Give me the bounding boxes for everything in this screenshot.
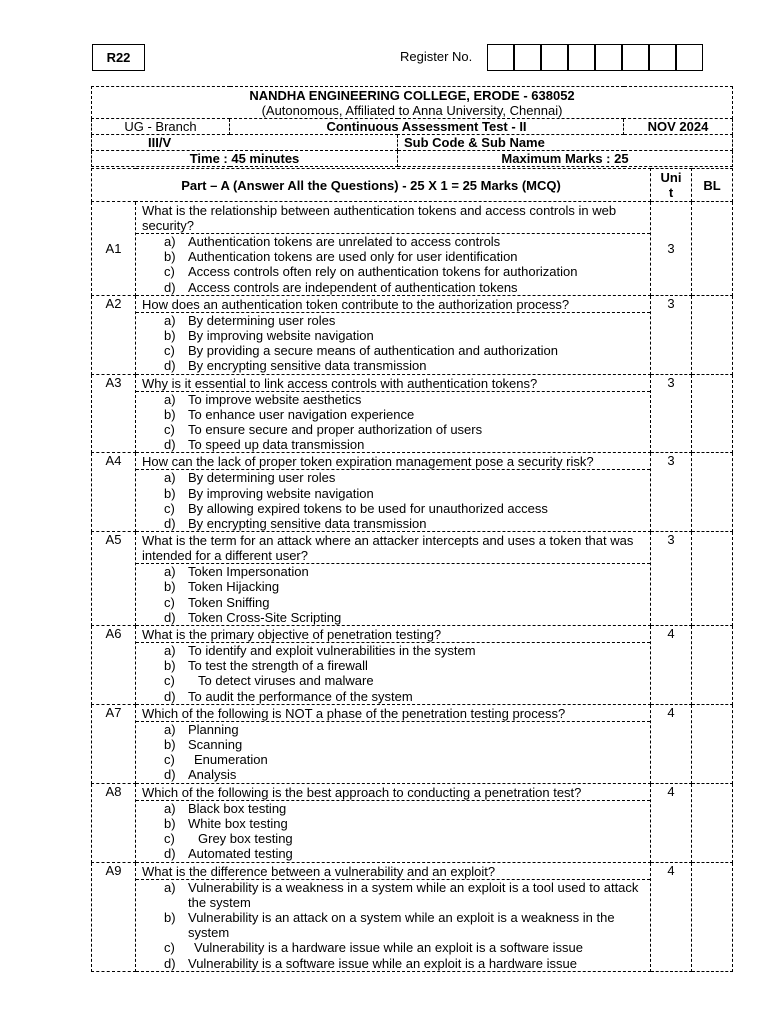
answer-option [164, 956, 644, 971]
answer-option [164, 940, 644, 955]
option-text: Authentication tokens are unrelated to access controls [188, 234, 501, 249]
option-letter: b) [164, 328, 176, 344]
question-text: What is the primary objective of penetration testing? [136, 626, 650, 643]
option-letter: d) [164, 846, 176, 862]
option-text: Token Hijacking [188, 579, 280, 595]
option-letter: a) [164, 470, 176, 486]
option-letter: a) [164, 564, 176, 580]
option-letter: a) [164, 800, 176, 816]
bloom-level-cell [692, 783, 733, 862]
option-letter: b) [164, 485, 176, 501]
option-letter: b) [164, 249, 176, 265]
answer-options [136, 564, 650, 625]
exam-session: NOV 2024 [624, 119, 733, 135]
unit-value: 4 [651, 862, 692, 971]
option-text: Access controls often rely on authentication tokens for authorization [188, 264, 578, 280]
option-text: To identify and exploit vulnerabilities in the system [188, 643, 476, 659]
answer-options [136, 801, 650, 862]
bloom-level-cell [692, 862, 733, 971]
answer-option [164, 280, 644, 295]
option-letter: c) [164, 264, 175, 280]
answer-option [164, 673, 644, 688]
option-text: By encrypting sensitive data transmission [188, 358, 427, 374]
answer-options [136, 234, 650, 295]
answer-option [164, 689, 644, 704]
option-text: By providing a secure means of authentication and authorization [188, 343, 559, 359]
answer-option [164, 752, 644, 767]
option-text: By improving website navigation [188, 485, 374, 501]
option-text: Vulnerability is a weakness in a system while an exploit is a tool used to attack the system [188, 879, 639, 910]
question-row [92, 374, 733, 453]
option-text: Automated testing [188, 846, 293, 862]
answer-option [164, 643, 644, 658]
answer-option [164, 816, 644, 831]
option-text: Access controls are independent of authentication tokens [188, 279, 518, 295]
answer-option [164, 737, 644, 752]
answer-option [164, 234, 644, 249]
unit-value: 3 [651, 202, 692, 296]
bloom-level-cell [692, 532, 733, 626]
exam-name: Continuous Assessment Test - II [230, 119, 624, 135]
option-letter: a) [164, 643, 176, 659]
answer-option [164, 407, 644, 422]
option-letter: d) [164, 767, 176, 783]
unit-column-header: Uni t [651, 169, 692, 202]
answer-option [164, 501, 644, 516]
question-text: How does an authentication token contribute to the authorization process? [136, 296, 650, 313]
question-text: Why is it essential to link access controls with authentication tokens? [136, 375, 650, 392]
option-text: By allowing expired tokens to be used for unauthorized access [188, 500, 548, 516]
option-text: Analysis [188, 767, 237, 783]
answer-options [136, 643, 650, 704]
option-text: By determining user roles [188, 312, 336, 328]
option-letter: b) [164, 658, 176, 674]
option-letter: b) [164, 815, 176, 831]
unit-value: 4 [651, 704, 692, 783]
question-text: Which of the following is NOT a phase of the penetration testing process? [136, 705, 650, 722]
answer-option [164, 343, 644, 358]
option-letter: b) [164, 579, 176, 595]
answer-option [164, 392, 644, 407]
question-number: A5 [92, 532, 136, 626]
answer-option [164, 722, 644, 737]
question-number: A6 [92, 626, 136, 705]
answer-option [164, 610, 644, 625]
question-text: What is the relationship between authentication tokens and access controls in web security? [136, 202, 650, 234]
option-letter: a) [164, 391, 176, 407]
option-text: By improving website navigation [188, 328, 374, 344]
question-number: A2 [92, 295, 136, 374]
question-number: A3 [92, 374, 136, 453]
option-letter: b) [164, 737, 176, 753]
bloom-level-cell [692, 626, 733, 705]
option-text: Grey box testing [198, 831, 293, 847]
answer-option [164, 880, 644, 910]
question-number: A7 [92, 704, 136, 783]
question-row [92, 453, 733, 532]
answer-option [164, 595, 644, 610]
exam-duration: Time : 45 minutes [92, 151, 398, 167]
answer-option [164, 564, 644, 579]
option-letter: d) [164, 358, 176, 374]
answer-option [164, 437, 644, 452]
option-text: By determining user roles [188, 470, 336, 486]
question-text: Which of the following is the best approach to conducting a penetration test? [136, 784, 650, 801]
answer-option [164, 831, 644, 846]
sub-code-label: Sub Code & Sub Name [398, 135, 733, 151]
option-text: Token Sniffing [188, 594, 270, 610]
answer-option [164, 249, 644, 264]
bl-column-header: BL [692, 169, 733, 202]
questions-table [91, 168, 733, 972]
option-letter: a) [164, 312, 176, 328]
college-name: NANDHA ENGINEERING COLLEGE, ERODE - 638052 [249, 88, 575, 103]
bloom-level-cell [692, 704, 733, 783]
question-row [92, 202, 733, 296]
option-text: Enumeration [194, 752, 268, 768]
answer-option [164, 313, 644, 328]
option-letter: b) [164, 406, 176, 422]
option-text: Vulnerability is a software issue while an exploit is a hardware issue [188, 955, 577, 971]
answer-options [136, 880, 650, 971]
option-text: To speed up data transmission [188, 437, 365, 453]
option-letter: c) [164, 673, 175, 689]
option-text: To test the strength of a firewall [188, 658, 368, 674]
answer-option [164, 658, 644, 673]
option-letter: c) [164, 831, 175, 847]
option-letter: c) [164, 940, 175, 956]
option-text: Authentication tokens are used only for user identification [188, 249, 518, 265]
question-row [92, 862, 733, 971]
question-row [92, 704, 733, 783]
option-letter: c) [164, 343, 175, 359]
answer-option [164, 470, 644, 485]
answer-option [164, 846, 644, 861]
question-row [92, 626, 733, 705]
answer-option [164, 358, 644, 373]
answer-option [164, 801, 644, 816]
option-text: Token Cross-Site Scripting [188, 609, 342, 625]
question-number: A9 [92, 862, 136, 971]
option-letter: d) [164, 955, 176, 971]
answer-option [164, 422, 644, 437]
option-text: White box testing [188, 815, 288, 831]
bloom-level-cell [692, 295, 733, 374]
option-letter: d) [164, 609, 176, 625]
option-letter: a) [164, 879, 176, 895]
bloom-level-cell [692, 202, 733, 296]
exam-header-table [91, 86, 733, 167]
option-text: Black box testing [188, 800, 287, 816]
option-text: To improve website aesthetics [188, 391, 362, 407]
option-text: Vulnerability is an attack on a system while an exploit is a weakness in the system [188, 909, 615, 941]
option-letter: c) [164, 500, 175, 516]
question-row [92, 532, 733, 626]
question-text: How can the lack of proper token expiration management pose a security risk? [136, 453, 650, 470]
option-letter: d) [164, 279, 176, 295]
option-letter: c) [164, 594, 175, 610]
answer-option [164, 910, 644, 940]
unit-value: 4 [651, 783, 692, 862]
unit-value: 3 [651, 295, 692, 374]
option-letter: a) [164, 234, 176, 249]
question-row [92, 783, 733, 862]
answer-options [136, 313, 650, 374]
bloom-level-cell [692, 374, 733, 453]
option-text: To audit the performance of the system [188, 688, 413, 704]
unit-value: 4 [651, 626, 692, 705]
option-letter: b) [164, 909, 176, 925]
maximum-marks: Maximum Marks : 25 [398, 151, 733, 167]
option-letter: d) [164, 437, 176, 453]
answer-options [136, 470, 650, 531]
option-letter: c) [164, 422, 175, 438]
option-letter: c) [164, 752, 175, 768]
question-text: What is the difference between a vulnerability and an exploit? [136, 863, 650, 880]
question-number: A1 [92, 202, 136, 296]
question-number: A4 [92, 453, 136, 532]
option-text: Planning [188, 721, 239, 737]
option-text: By encrypting sensitive data transmission [188, 516, 427, 532]
year-semester: III/V [92, 135, 398, 151]
part-a-title: Part – A (Answer All the Questions) - 25 X 1 = 25 Marks (MCQ) [92, 169, 651, 202]
option-text: Vulnerability is a hardware issue while an exploit is a software issue [194, 940, 583, 956]
option-text: To ensure secure and proper authorization of users [188, 422, 483, 438]
affiliation: (Autonomous, Affiliated to Anna University, Chennai) [261, 103, 563, 118]
question-number: A8 [92, 783, 136, 862]
register-number-label: Register No. [400, 49, 473, 64]
option-letter: d) [164, 688, 176, 704]
answer-option [164, 579, 644, 594]
option-text: Token Impersonation [188, 564, 309, 580]
unit-value: 3 [651, 532, 692, 626]
option-letter: d) [164, 516, 176, 532]
option-text: To enhance user navigation experience [188, 406, 415, 422]
answer-option [164, 767, 644, 782]
answer-options [136, 722, 650, 783]
question-row [92, 295, 733, 374]
answer-option [164, 486, 644, 501]
answer-option [164, 328, 644, 343]
option-text: To detect viruses and malware [198, 673, 374, 689]
answer-option [164, 516, 644, 531]
option-letter: a) [164, 721, 176, 737]
branch-label: UG - Branch [92, 119, 230, 135]
bloom-level-cell [692, 453, 733, 532]
answer-option [164, 264, 644, 279]
question-text: What is the term for an attack where an attacker intercepts and uses a token that was intended for a different user? [136, 532, 650, 564]
option-text: Scanning [188, 737, 243, 753]
unit-value: 3 [651, 374, 692, 453]
regulation-badge: R22 [92, 44, 145, 71]
unit-value: 3 [651, 453, 692, 532]
answer-options [136, 392, 650, 453]
